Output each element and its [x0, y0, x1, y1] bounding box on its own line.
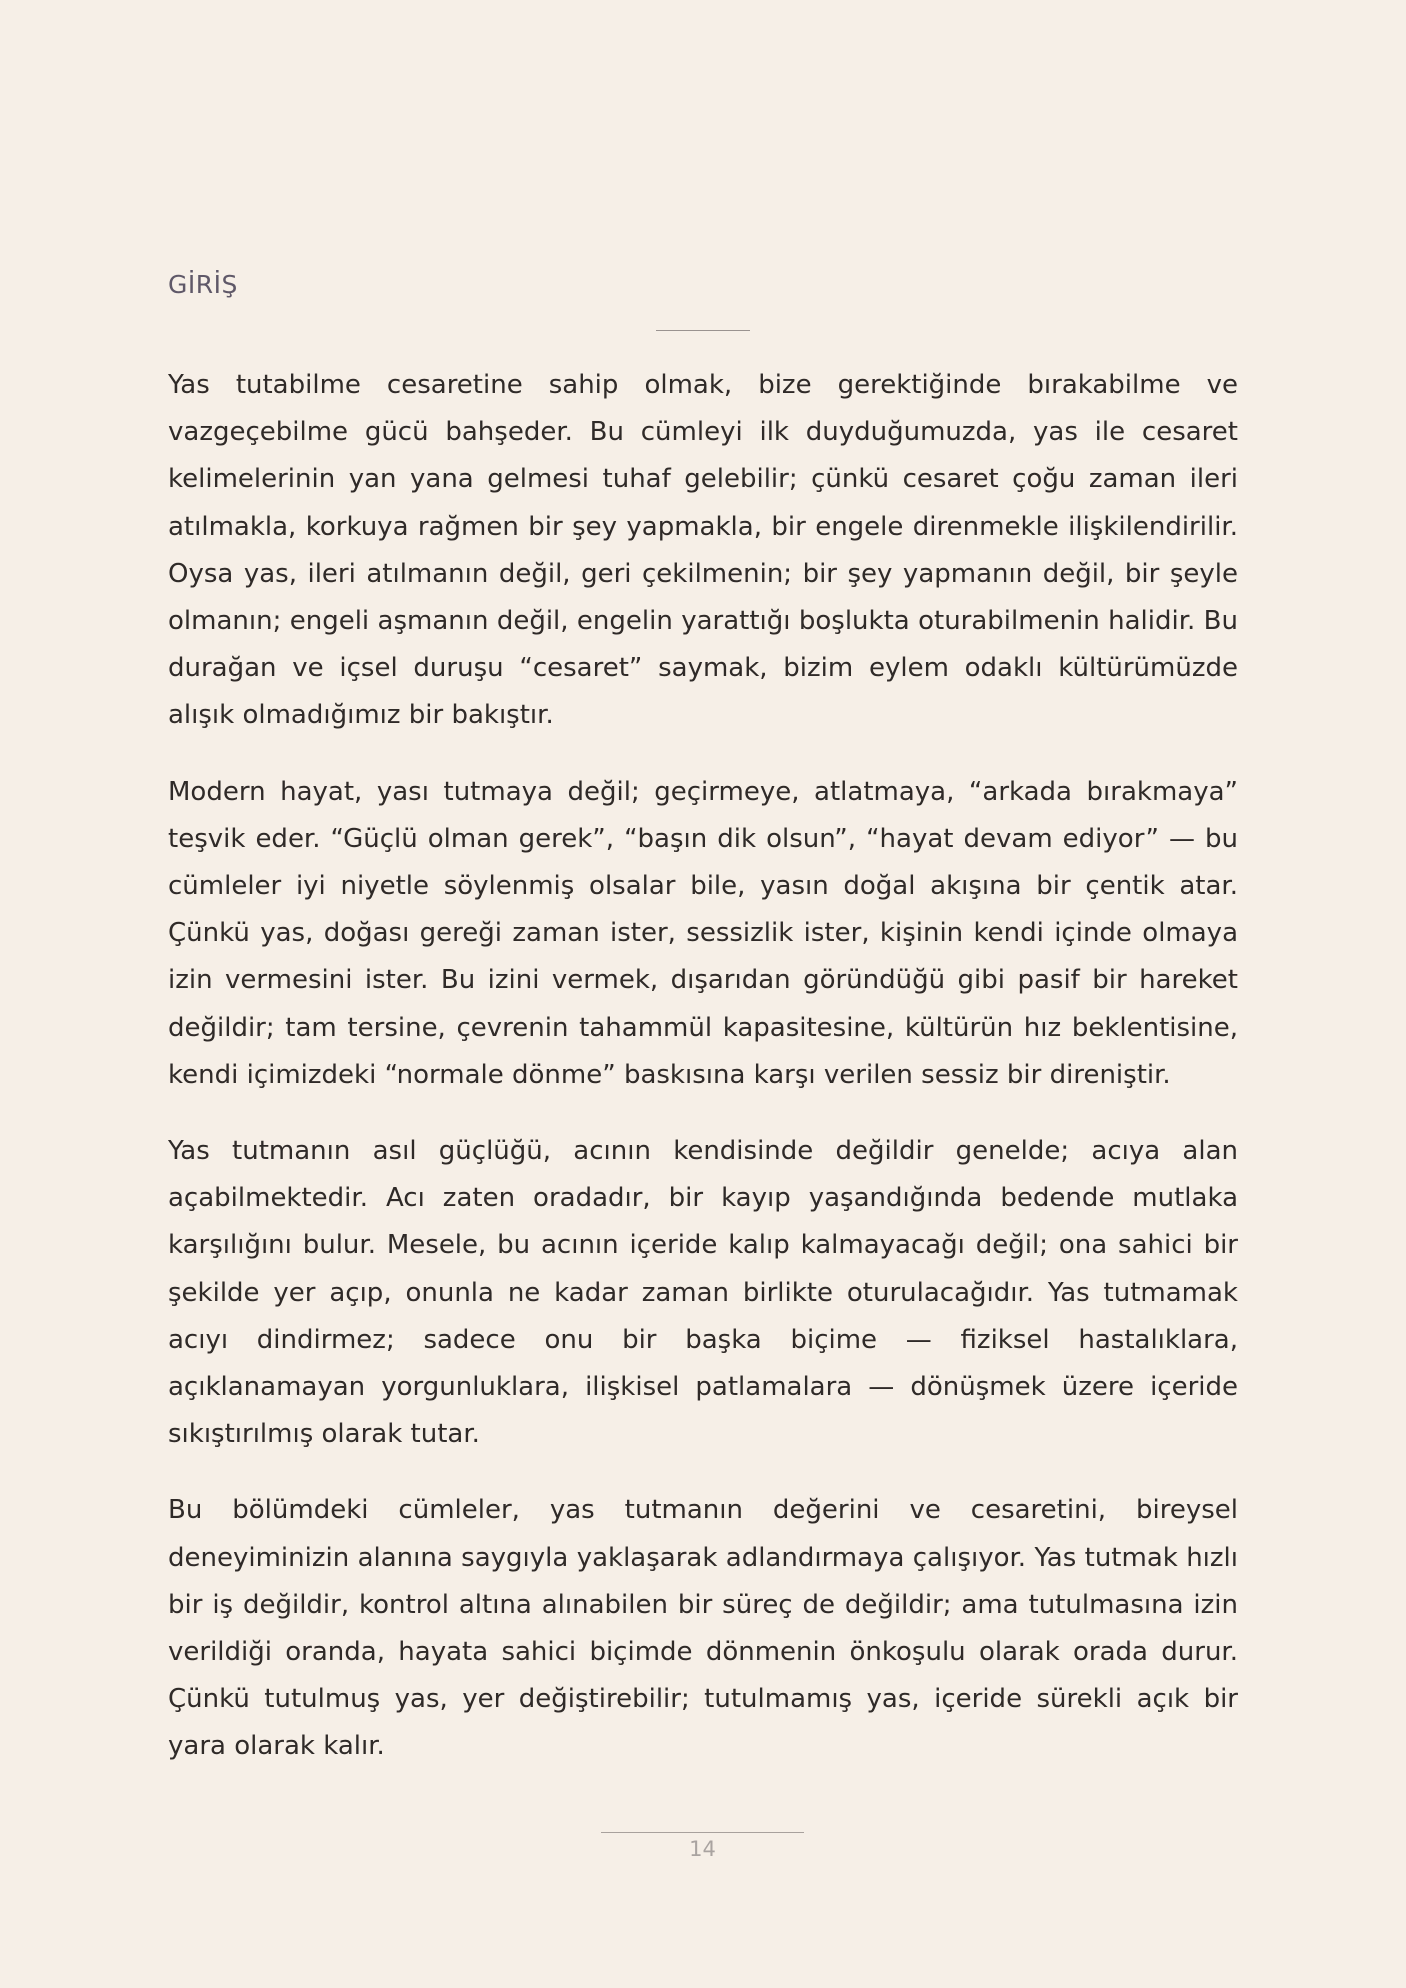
book-page — [168, 0, 1238, 1988]
section-label: GİRİŞ — [168, 270, 238, 299]
paragraph-1: Yas tutabilme cesaretine sahip olmak, bize gerektiğinde bırakabilme ve vazgeçebilme gücü bahşeder. Bu cümleyi ilk duyduğumuzda, yas ile cesaret kelimelerinin yan yana gelmesi tuhaf gelebilir; çünkü cesaret çoğu zaman ileri atılmakla, korkuya rağmen bir şey yapmakla, bir engele direnmekle ilişkilendirilir. Oysa yas, ileri atılmanın değil, geri çekilmenin; bir şey yapmanın değil, bir şeyle olmanın; engeli aşmanın değil, engelin yarattığı boşlukta oturabilmenin halidir. Bu durağan ve içsel duruşu “cesaret” saymak, bizim eylem odaklı kültürümüzde alışık olmadığımız bir bakıştır. — [168, 370, 1238, 731]
page-number: 14 — [689, 1837, 716, 1861]
paragraph-2: Modern hayat, yası tutmaya değil; geçirmeye, atlatmaya, “arkada bırakmaya” teşvik eder. “Güçlü olman gerek”, “başın dik olsun”, “hayat devam ediyor” — bu cümleler iyi niyetle söylenmiş olsalar bile, yasın doğal akışına bir çentik atar. Çünkü yas, doğası gereği zaman ister, sessizlik ister, kişinin kendi içinde olmaya izin vermesini ister. Bu izini vermek, dışarıdan göründüğü gibi pasif bir hareket değildir; tam tersine, çevrenin tahammül kapasitesine, kültürün hız beklentisine, kendi içimizdeki “normale dönme” baskısına karşı verilen sessiz bir direniştir. — [168, 776, 1238, 1090]
paragraph-4: Bu bölümdeki cümleler, yas tutmanın değerini ve cesaretini, bireysel deneyiminizin alanına saygıyla yaklaşarak adlandırmaya çalışıyor. Yas tutmak hızlı bir iş değildir, kontrol altına alınabilen bir süreç de değildir; ama tutulmasına izin verildiği oranda, hayata sahici biçimde dönmenin önkoşulu olarak orada durur. Çünkü tutulmuş yas, yer değiştirebilir; tutulmamış yas, içeride sürekli açık bir yara olarak kalır. — [168, 1495, 1238, 1762]
paragraph-3: Yas tutmanın asıl güçlüğü, acının kendisinde değildir genelde; acıya alan açabilmektedir. Acı zaten oradadır, bir kayıp yaşandığında bedende mutlaka karşılığını bulur. Mesele, bu acının içeride kalıp kalmayacağı değil; ona sahici bir şekilde yer açıp, onunla ne kadar zaman birlikte oturulacağıdır. Yas tutmamak acıyı dindirmez; sadece onu bir başka biçime — fiziksel hastalıklara, açıklanamayan yorgunluklara, ilişkisel patlamalara — dönüşmek üzere içeride sıkıştırılmış olarak tutar. — [168, 1136, 1238, 1450]
body-text — [168, 362, 1238, 1800]
title-divider — [656, 330, 750, 331]
footer-divider — [601, 1832, 804, 1833]
